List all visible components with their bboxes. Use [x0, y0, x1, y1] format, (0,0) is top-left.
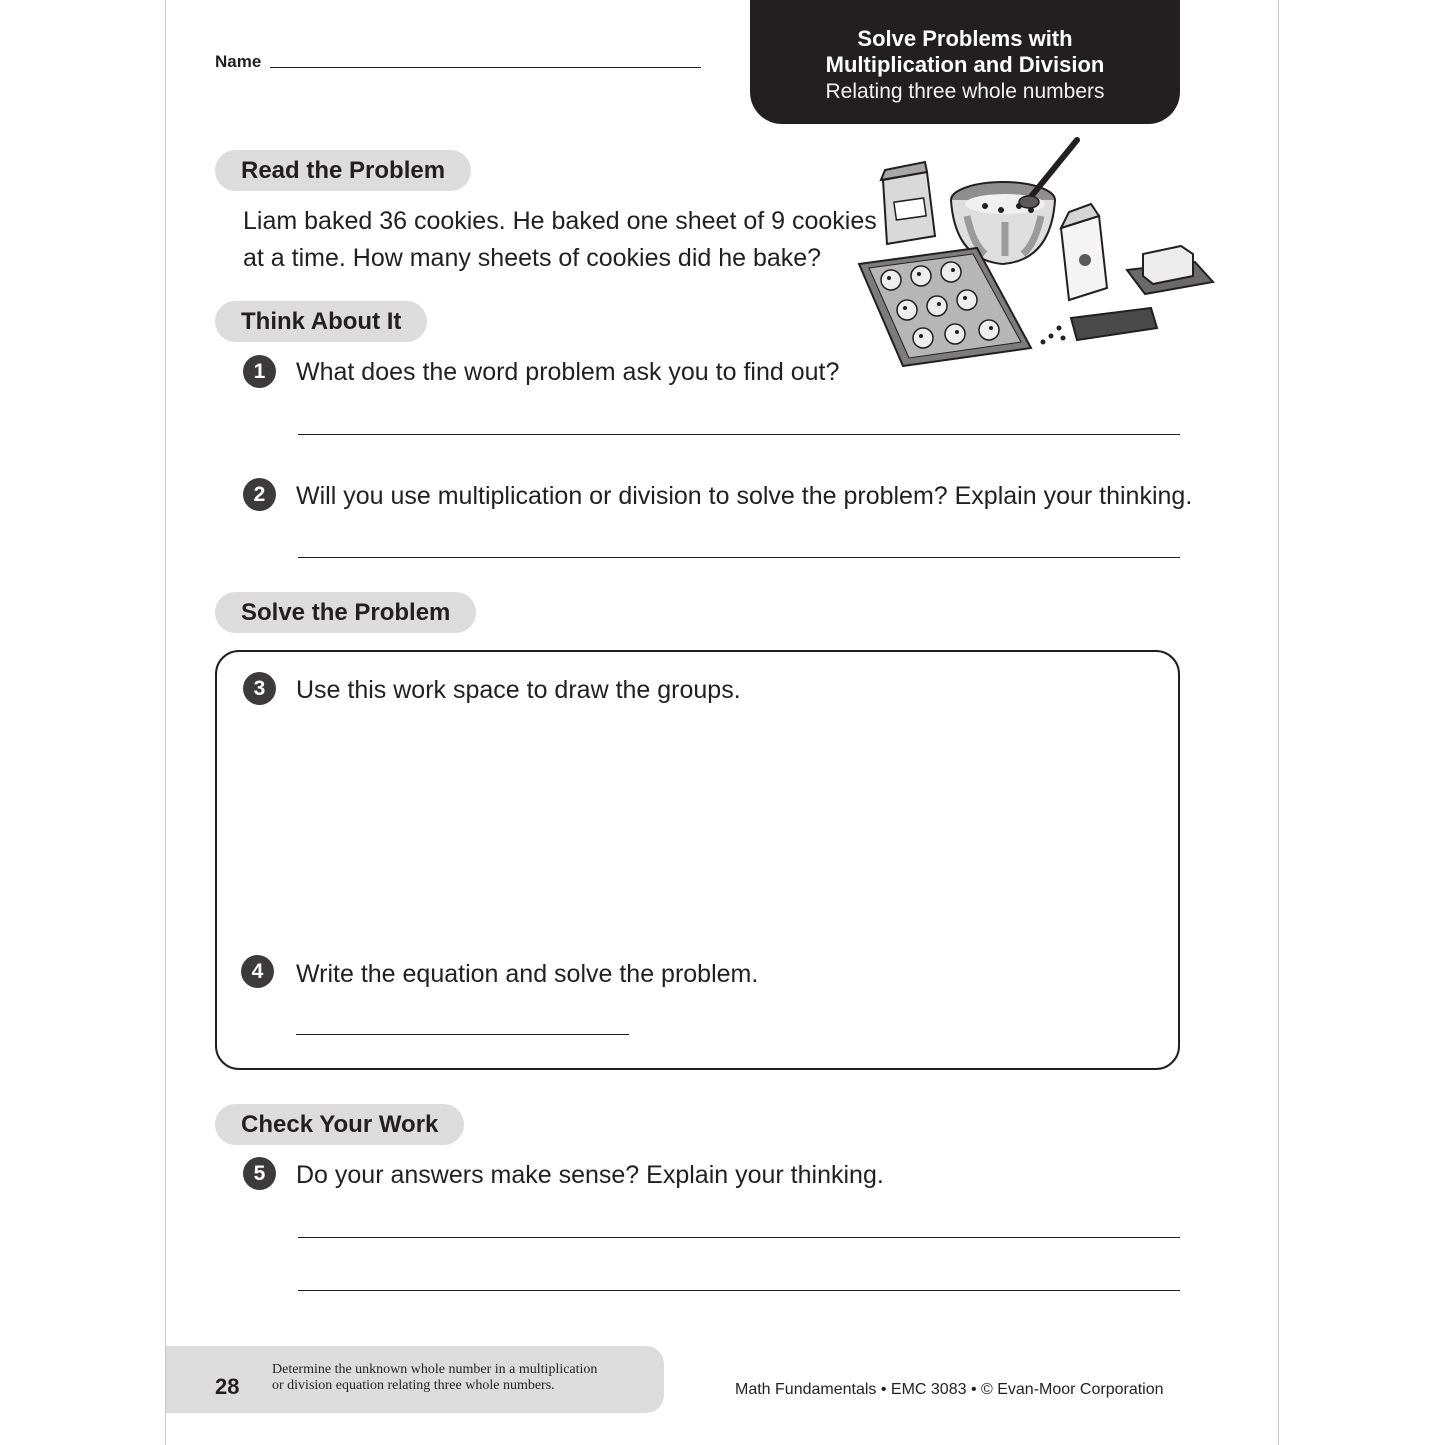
question-number-3: 3 [243, 672, 276, 705]
question-number-2: 2 [243, 478, 276, 511]
page-edge-right [1278, 0, 1279, 1445]
name-label: Name [215, 52, 262, 71]
section-heading-think: Think About It [215, 301, 427, 342]
equation-answer-line[interactable] [296, 1034, 629, 1035]
page-edge-left [165, 0, 166, 1445]
cookies-baking-icon [859, 140, 1213, 366]
title-tab [750, 0, 1180, 124]
publisher-credit: Math Fundamentals • EMC 3083 • © Evan-Moor Corporation [735, 1381, 1164, 1398]
standard-text [272, 1362, 632, 1394]
sugar-bag-icon [1061, 204, 1107, 300]
name-answer-line[interactable] [270, 67, 701, 68]
work-space-box[interactable] [215, 650, 1180, 1070]
question-number-5: 5 [243, 1157, 276, 1190]
question-number-4: 4 [241, 955, 274, 988]
standard-line-2: or division equation relating three whole numbers. [272, 1378, 555, 1393]
flour-bag-icon [881, 162, 935, 244]
cookie-sheet-icon [859, 248, 1031, 366]
title-line-1: Solve Problems with [857, 26, 1073, 51]
answer-line-5a[interactable] [298, 1237, 1180, 1238]
section-heading-check: Check Your Work [215, 1104, 464, 1145]
answer-line-5b[interactable] [298, 1290, 1180, 1291]
question-1-text: What does the word problem ask you to find out? [296, 358, 840, 386]
question-number-1: 1 [243, 355, 276, 388]
question-2-text: Will you use multiplication or division to solve the problem? Explain your thinking. [296, 482, 1193, 510]
section-heading-solve: Solve the Problem [215, 592, 476, 633]
problem-line-1: Liam baked 36 cookies. He baked one sheet of 9 cookies [243, 207, 877, 235]
section-heading-read: Read the Problem [215, 150, 471, 191]
answer-line-2[interactable] [298, 557, 1180, 558]
question-5-text: Do your answers make sense? Explain your thinking. [296, 1161, 884, 1189]
problem-text [243, 203, 877, 277]
baking-supplies-illustration [855, 132, 1215, 372]
question-4-text: Write the equation and solve the problem. [296, 960, 759, 988]
question-3-text: Use this work space to draw the groups. [296, 676, 741, 704]
answer-line-1[interactable] [298, 434, 1180, 435]
title-line-2: Multiplication and Division [825, 52, 1105, 77]
page-number: 28 [215, 1374, 240, 1399]
chocolate-chips-icon [1041, 308, 1158, 345]
butter-icon [1127, 246, 1213, 294]
standard-line-1: Determine the unknown whole number in a multiplication [272, 1362, 598, 1377]
mixing-bowl-icon [951, 140, 1077, 264]
problem-line-2: at a time. How many sheets of cookies did he bake? [243, 244, 822, 272]
subtitle: Relating three whole numbers [825, 80, 1105, 103]
